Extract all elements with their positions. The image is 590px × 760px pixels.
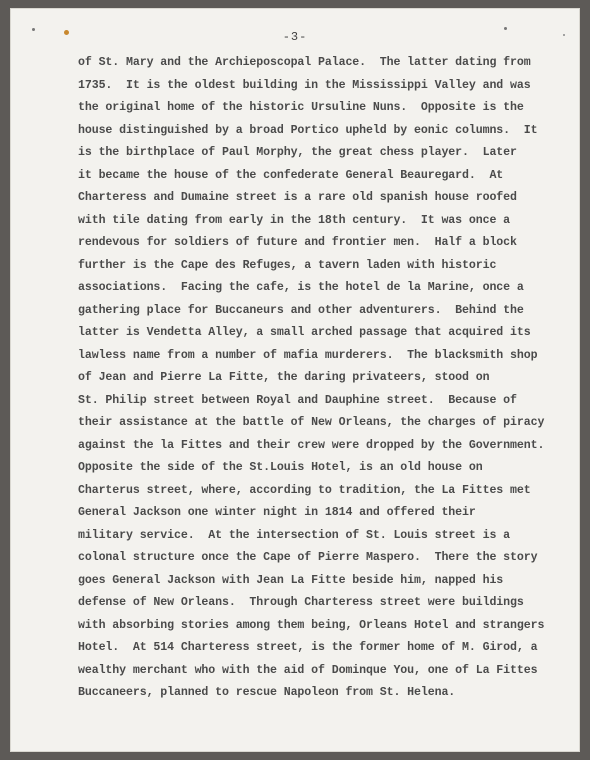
- text-line: with absorbing stories among them being, Orleans Hotel and strangers: [78, 618, 545, 632]
- page-number: -3-: [282, 30, 308, 44]
- text-line: military service. At the intersection of St. Louis street is a: [78, 528, 511, 542]
- text-line: St. Philip street between Royal and Dauphine street. Because of: [78, 393, 517, 407]
- text-line: Opposite the side of the St.Louis Hotel, is an old house on: [78, 461, 483, 474]
- text-line: of Jean and Pierre La Fitte, the daring privateers, stood on: [78, 371, 490, 384]
- text-line: defense of New Orleans. Through Charteress street were buildings: [78, 596, 524, 609]
- document-page: [10, 8, 580, 752]
- text-line: latter is Vendetta Alley, a small arched passage that acquired its: [78, 326, 531, 339]
- text-line: Charterus street, where, according to tradition, the La Fittes met: [78, 483, 531, 497]
- text-line: colonal structure once the Cape of Pierre Maspero. There the story: [78, 551, 538, 564]
- text-line: with tile dating from early in the 18th century. It was once a: [78, 213, 511, 227]
- text-line: lawless name from a number of mafia murderers. The blacksmith shop: [78, 348, 538, 362]
- text-line: goes General Jackson with Jean La Fitte beside him, napped his: [78, 573, 504, 587]
- text-line: is the birthplace of Paul Morphy, the great chess player. Later: [78, 146, 517, 159]
- text-line: against the la Fittes and their crew were dropped by the Government.: [78, 438, 545, 452]
- text-line: further is the Cape des Refuges, a tavern laden with historic: [78, 258, 497, 272]
- text-line: wealthy merchant who with the aid of Dominque You, one of La Fittes: [78, 663, 538, 677]
- text-line: their assistance at the battle of New Orleans, the charges of piracy: [78, 416, 545, 429]
- text-line: associations. Facing the cafe, is the hotel de la Marine, once a: [78, 281, 524, 294]
- text-line: General Jackson one winter night in 1814 and offered their: [78, 506, 476, 519]
- text-line: the original home of the historic Ursuline Nuns. Opposite is the: [78, 101, 524, 114]
- text-line: gathering place for Buccaneurs and other adventurers. Behind the: [78, 303, 524, 317]
- text-line: 1735. It is the oldest building in the Mississippi Valley and was: [78, 78, 531, 92]
- document-body: [78, 52, 560, 705]
- text-line: it became the house of the confederate General Beauregard. At: [78, 168, 504, 182]
- text-line: rendevous for soldiers of future and frontier men. Half a block: [78, 236, 517, 249]
- text-line: of St. Mary and the Archieposcopal Palace. The latter dating from: [78, 56, 531, 69]
- text-line: Charteress and Dumaine street is a rare old spanish house roofed: [78, 191, 517, 204]
- text-line: Hotel. At 514 Charteress street, is the former home of M. Girod, a: [78, 641, 538, 654]
- text-line: Buccaneers, planned to rescue Napoleon from St. Helena.: [78, 686, 456, 699]
- text-line: house distinguished by a broad Portico upheld by eonic columns. It: [78, 123, 538, 137]
